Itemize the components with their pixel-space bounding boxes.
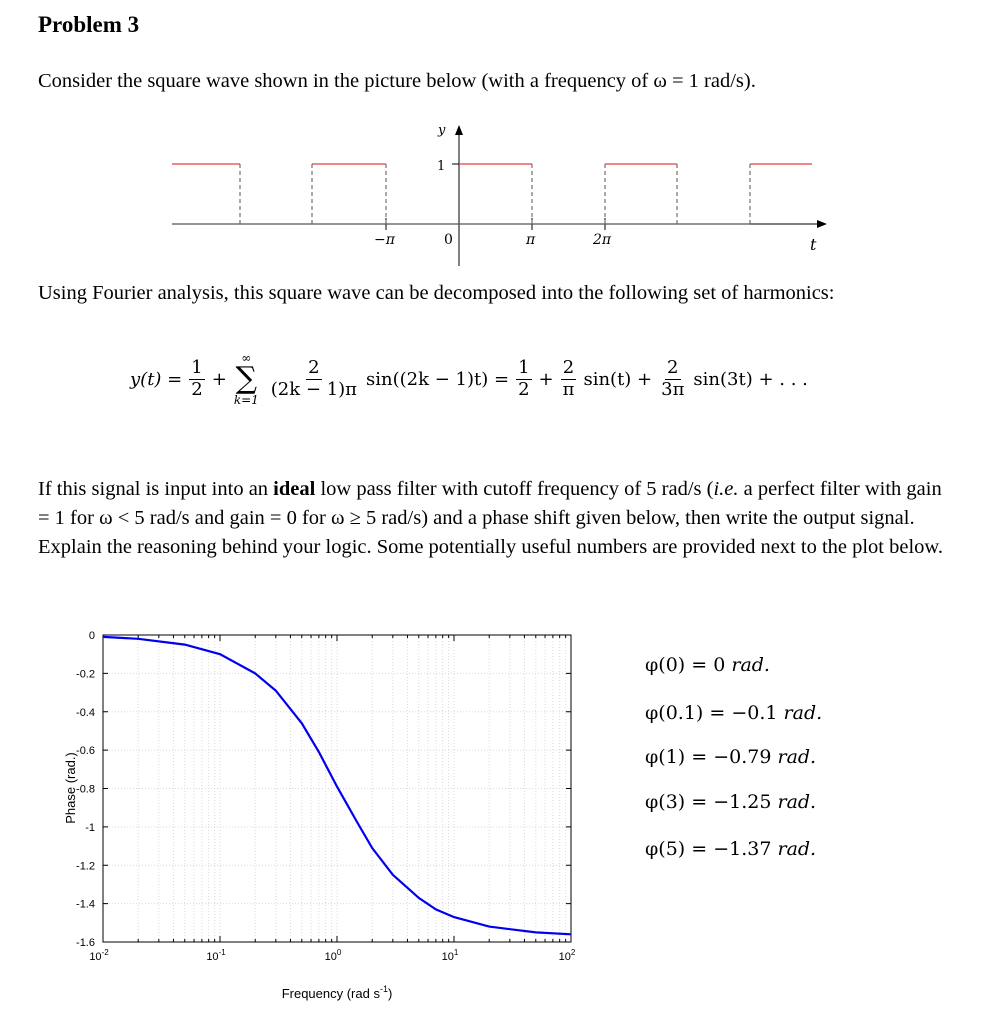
- sum-operator: ∞ ∑ k=1: [233, 351, 259, 407]
- eq-plus: +: [211, 368, 227, 390]
- square-wave: [172, 164, 812, 224]
- eq-lhs: y(t) =: [130, 368, 183, 390]
- eq-t2-coef: $\frac{2}{3\pi}$: [661, 356, 685, 400]
- eq-t1-coef: $\frac{2}{\pi}$: [562, 356, 575, 400]
- y-tick-label: -0.4: [76, 706, 95, 719]
- y-tick-label: 1: [437, 159, 446, 174]
- phase-value-unit: rad.: [777, 838, 817, 860]
- y-tick-label: -1: [85, 821, 95, 834]
- x-tick-label: $10^1$: [441, 948, 459, 963]
- phase-value-4: [645, 838, 816, 860]
- y-tick-label: -1.4: [76, 898, 95, 911]
- phase-value-unit: rad.: [731, 654, 770, 676]
- x-tick-label-2pi: 2π: [593, 232, 612, 248]
- phase-value-unit: rad.: [777, 791, 817, 813]
- y-axis-label: y: [438, 123, 446, 138]
- x-axis-label: Frequency (rad $s^{-1}$): [281, 984, 393, 1001]
- fourier-equation: [130, 352, 808, 406]
- phase-value-3: [645, 791, 816, 813]
- fourier-paragraph: Using Fourier analysis, this square wave can be decomposed into the following set of harmonics:: [38, 282, 835, 304]
- phase-value-unit: rad.: [777, 746, 817, 768]
- phase-value-expr: φ(3) = −1.25: [645, 791, 778, 813]
- eq-term-fn: sin((2k − 1)t) =: [366, 368, 510, 390]
- eq-term-coef: $\frac{2}{(2k - 1)\pi}$: [270, 356, 357, 400]
- y-axis-label: Phase (rad.): [63, 752, 78, 824]
- filter-paragraph: If this signal is input into an ideal low pass filter with cutoff frequency of 5 rad/s (i.e. a perfect filter with gain = 1 for ω < 5 rad/s and gain = 0 for ω ≥ 5 rad/s) and a phase shift given below, then write the output signal. Explain the reasoning behind your logic. Some potentially useful numbers are provided next to the plot below.: [38, 478, 944, 558]
- x-tick-label-neg-pi: −π: [374, 232, 395, 248]
- eq-rhs-half: $\frac{1}{2}$: [518, 356, 530, 400]
- intro-paragraph: Consider the square wave shown in the picture below (with a frequency of ω = 1 rad/s).: [38, 70, 756, 92]
- problem-title: Problem 3: [38, 12, 140, 37]
- phase-value-expr: φ(5) = −1.37: [645, 838, 778, 860]
- x-tick-label-pi: π: [526, 232, 536, 248]
- phase-value-2: [645, 746, 816, 768]
- x-tick-label: $10^{-2}$: [89, 948, 109, 963]
- phase-plot: [55, 620, 615, 1015]
- ticks: [76, 630, 576, 963]
- x-tick-label: $10^2$: [558, 948, 576, 963]
- x-tick-label-0: 0: [444, 232, 453, 248]
- eq-plus2: +: [538, 368, 554, 390]
- eq-t1-fn: sin(t) +: [583, 368, 653, 390]
- x-tick-label: $10^{-1}$: [206, 948, 226, 963]
- square-wave-figure: [150, 118, 830, 270]
- phase-value-expr: φ(1) = −0.79: [645, 746, 778, 768]
- y-tick-label: -0.6: [76, 745, 95, 758]
- phase-value-1: [645, 702, 822, 724]
- phase-value-expr: φ(0) = 0: [645, 654, 732, 676]
- phase-value-unit: rad.: [783, 702, 823, 724]
- bold-ideal: ideal: [273, 478, 316, 500]
- phase-value-0: [645, 654, 770, 676]
- y-tick-label: -0.8: [76, 783, 95, 796]
- y-tick-label: -0.2: [76, 668, 95, 681]
- eq-t2-fn: sin(3t) + . . .: [693, 368, 808, 390]
- y-tick-label: -1.2: [76, 860, 95, 873]
- eq-half: $\frac{1}{2}$: [191, 356, 203, 400]
- x-tick-label: $10^0$: [324, 948, 342, 963]
- t-axis-label: t: [810, 235, 817, 254]
- y-tick-label: -1.6: [76, 937, 95, 949]
- y-tick-label: 0: [88, 630, 95, 642]
- phase-value-expr: φ(0.1) = −0.1: [645, 702, 784, 724]
